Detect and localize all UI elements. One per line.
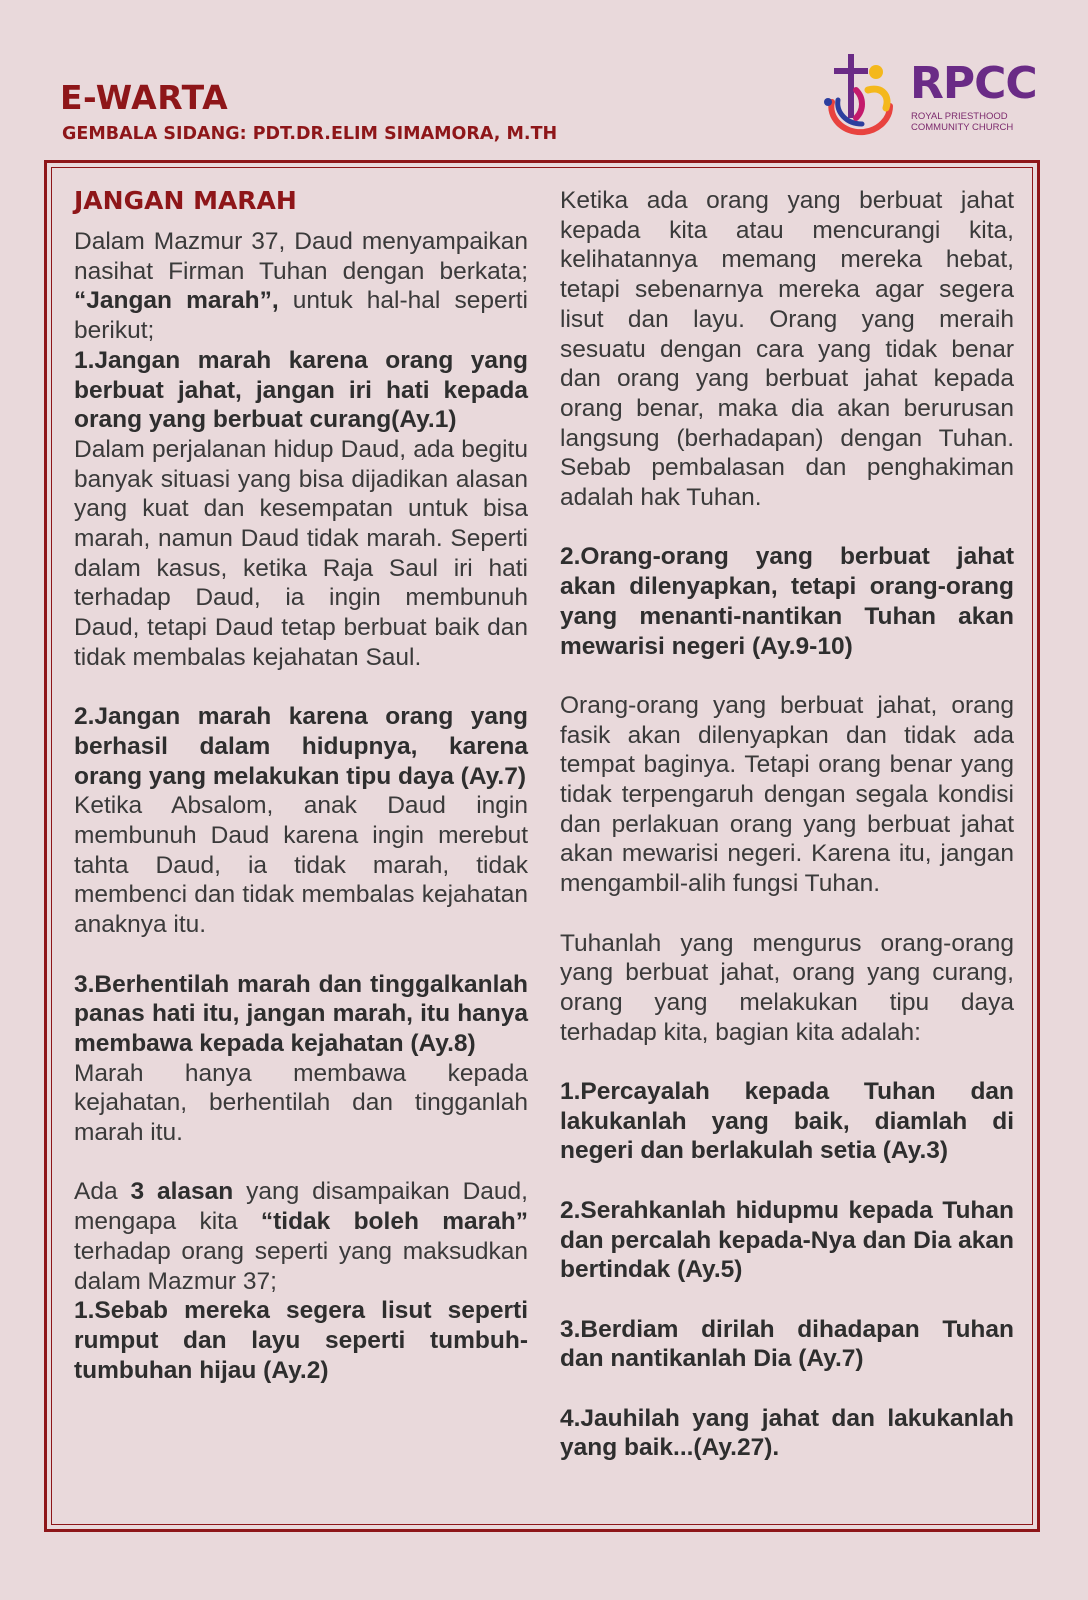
reason-1-title: 1.Sebab mereka segera lisut seperti rumput dan layu seperti tumbuh-tumbuhan hijau (Ay.2) [74,1297,528,1384]
point-3-body: Marah hanya membawa kepada kejahatan, berhentilah dan tingganlah marah itu. [74,1059,528,1147]
intro-paragraph: Dalam Mazmur 37, Daud menyampaikan nasihat Firman Tuhan dengan berkata; “Jangan marah”, untuk hal-hal seperti berikut; [74,228,528,345]
reason-2-body: Orang-orang yang berbuat jahat, orang fasik akan dilenyapkan dan tidak ada tempat baginya. Tetapi orang benar yang tidak terpengaruh dengan segala kondisi dan perlakuan orang yang berbuat jahat akan mewarisi negeri. Karena itu, jangan mengambil-alih fungsi Tuhan. [560,691,1014,898]
point-2-title: 2.Jangan marah karena orang yang berhasil dalam hidupnya, karena orang yang melakukan tipu daya (Ay.7) [74,703,528,790]
logo-text: RPCC [910,58,1037,109]
section-title: JANGAN MARAH [74,186,297,215]
reason-3-body: Tuhanlah yang mengurus orang-orang yang berbuat jahat, orang yang curang, orang yang melakukan tipu daya terhadap kita, bagian kita adalah: [560,929,1014,1046]
right-column [560,186,1014,1463]
pastor-subtitle: GEMBALA SIDANG: PDT.DR.ELIM SIMAMORA, M.TH [62,124,558,144]
action-1: 1.Percayalah kepada Tuhan dan lakukanlah yang baik, diamlah di negeri dan berlakulah setia (Ay.3) [560,1078,1014,1165]
point-1-title: 1.Jangan marah karena orang yang berbuat jahat, jangan iri hati kepada orang yang berbuat curang(Ay.1) [74,346,528,434]
point-1-body: Dalam perjalanan hidup Daud, ada begitu banyak situasi yang bisa dijadikan alasan yang kuat dan kesempatan untuk bisa marah, namun Daud tidak marah. Seperti dalam kasus, ketika Raja Saul iri hati terhadap Daud, ia ingin membunuh Daud, tetapi Daud tetap berbuat baik dan tidak membalas kejahatan Saul. [74,435,528,671]
left-column [74,185,528,1385]
point-2-body: Ketika Absalom, anak Daud ingin membunuh Daud karena ingin merebut tahta Daud, ia tidak marah, tidak membenci dan tidak membalas kejahatan anaknya itu. [74,792,528,939]
cross-logo-icon [820,50,910,140]
point-3-title: 3.Berhentilah marah dan tinggalkanlah panas hati itu, jangan marah, itu hanya membawa kepada kejahatan (Ay.8) [74,970,528,1057]
action-3: 3.Berdiam dirilah dihadapan Tuhan dan nantikanlah Dia (Ay.7) [560,1315,1014,1373]
reason-1-body: Ketika ada orang yang berbuat jahat kepada kita atau mencurangi kita, kelihatannya memang mereka hebat, tetapi sebenarnya mereka agar segera lisut dan layu. Orang yang meraih sesuatu dengan cara yang tidak benar dan orang yang berbuat jahat kepada orang benar, maka dia akan berurusan langsung (berhadapan) dengan Tuhan. Sebab pembalasan dan penghakiman adalah hak Tuhan. [560,187,1014,512]
page-title: E-WARTA [60,78,229,117]
reason-2-title: 2.Orang-orang yang berbuat jahat akan dilenyapkan, tetapi orang-orang yang menanti-nantikan Tuhan akan mewarisi negeri (Ay.9-10) [560,543,1014,660]
church-logo [820,50,1037,140]
action-2: 2.Serahkanlah hidupmu kepada Tuhan dan percalah kepada-Nya dan Dia akan bertindak (Ay.5) [560,1196,1014,1284]
logo-tagline-1: ROYAL PRIESTHOOD [911,111,1008,122]
reasons-intro: Ada 3 alasan yang disampaikan Daud, mengapa kita “tidak boleh marah” terhadap orang seperti yang maksudkan dalam Mazmur 37; [74,1178,528,1295]
action-4: 4.Jauhilah yang jahat dan lakukanlah yang baik...(Ay.27). [560,1404,1014,1462]
logo-tagline-2: COMMUNITY CHURCH [911,122,1014,133]
